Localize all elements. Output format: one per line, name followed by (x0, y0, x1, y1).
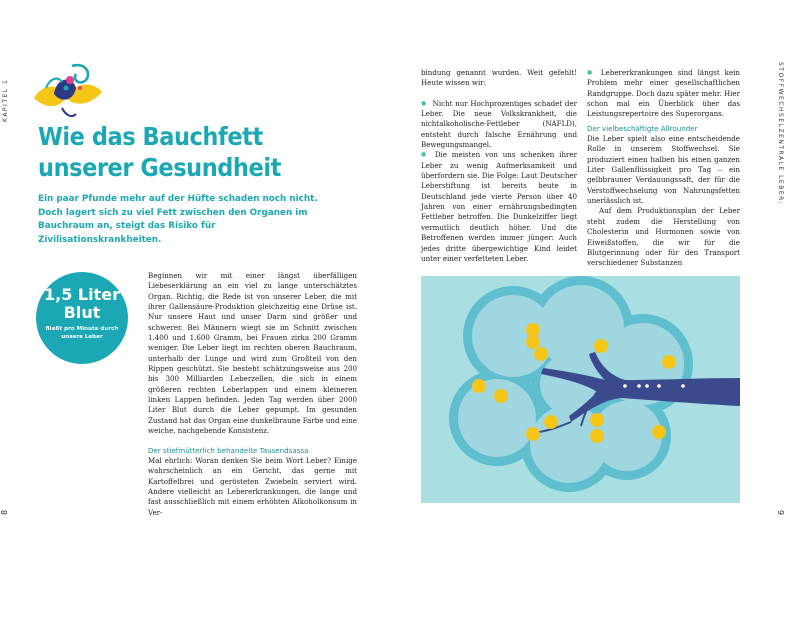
bullet-item: ● Lebererkrankungen sind längst kein Problem mehr einer gesellschaftlichen Randgruppe. Doch dazu später mehr. Hier schon mal ein Überblick über das Leistungsrepertoire des Superorgans. (587, 68, 740, 120)
paragraph: bindung genannt wurden. Weit gefehlt! Heute wissen wir: (421, 68, 577, 88)
paragraph: Mal ehrlich: Woran denken Sie beim Wort Leber? Einige wahrscheinlich an ein Gericht, das gerne mit Kartoffelbrei und gerösteten Zwiebeln serviert wird. Andere vielleicht an Lebererkrankungen, die lange und fast ausschließlich mit einem erhöhten Alkoholkonsum in Ver- (148, 455, 357, 517)
subheading: Der vielbeschäftigte Allrounder (587, 123, 698, 133)
fact-badge-value: 1,5 Liter Blut (44, 285, 120, 322)
paragraph: Beginnen wir mit einer längst überfälligen Liebeserklärung an ein viel zu lange unterschätztes Organ. Richtig, die Rede ist von unserer Leber, die mit ihrer Gallensäure-Produktion gleichzeitig eine Drüse ist. Nur unsere Haut und unser Darm sind größer und schwerer. Bei Männern wiegt sie im Schnitt zwischen 1.400 und 1.600 Gramm, bei Frauen zirka 200 Gramm weniger. Die Leber liegt im rechten oberen Bauchraum, unterhalb der Lunge und wird zum Großteil von den Rippen geschützt. Sie besteht schätzungsweise aus 200 bis 300 Milliarden Leberzellen, die sich in einem größeren rechten Leberlappen und einem kleineren linken Lappen befinden. Jeden Tag werden über 2000 Liter Blut durch die Leber gepumpt. Im gesunden Zustand hat das Organ eine dunkelbraune Farbe und eine weiche, nachgebende Konsistenz. (148, 271, 357, 436)
paragraph: Auf dem Produktionsplan der Leber steht zudem die Herstellung von Cholesterin und Hormonen sowie von Eiweißstoffen, die wir für die Blutgerinnung oder für den Transport verschiedener Substanzen (587, 206, 740, 268)
text-column-1 (148, 271, 357, 518)
text-column-2 (421, 68, 577, 264)
fact-badge-caption: fließt pro Minute durch unsere Leber (45, 326, 119, 340)
paragraph: Die Leber spielt also eine entscheidende Rolle in unserem Stoffwechsel. Sie produziert einen halben bis einen ganzen Liter Gallenflüssigkeit pro Tag – ein gelbbrauner Verdauungssaft, der für die Verstoffwechselung von Nahrungsfetten unerlässlich ist. (587, 134, 740, 206)
page-number-right: 9 (775, 509, 785, 516)
bullet-item: ● Die meisten von uns schenken ihrer Leber zu wenig Aufmerksamkeit und überfordern sie. Die Folge: Laut Deutscher Leberstiftung ist bereits heute in Deutschland jede vierte Person über 40 Jahren von einer ernährungsbedingten Fettleber betroffen. Die Dunkelziffer liegt vermutlich deutlich höher. Und die Betroffenen werden immer jünger: Auch jedes dritte übergewichtige Kind leidet unter einer verfetteten Leber. (421, 150, 577, 264)
section-label: STOFFWECHSELZENTRALE LEBER: (777, 62, 784, 206)
subheading: Der stiefmütterlich behandelte Tausendsassa (148, 445, 309, 455)
bullet-item: ● Nicht nur Hochprozentiges schadet der Leber. Die neue Volkskrankheit, die nichtalkoholische-Fettleber (NAFLD), entsteht durch falsche Ernährung und Bewegungsmangel. (421, 99, 577, 151)
fact-badge (36, 272, 128, 364)
page-number-left: 8 (0, 509, 10, 516)
chapter-label: KAPITEL 1 (2, 78, 9, 122)
page-title: Wie das Bauchfett unserer Gesundheit (38, 122, 281, 182)
text-column-3 (587, 68, 740, 269)
lead-paragraph: Ein paar Pfunde mehr auf der Hüfte schaden noch nicht. Doch lagert sich zu viel Fett zwischen den Organen im Bauchraum an, steigt das Risiko für Zivilisationskrankheiten. (38, 194, 318, 245)
decorative-ornament-icon (32, 58, 104, 122)
liver-cells-illustration (421, 276, 740, 503)
